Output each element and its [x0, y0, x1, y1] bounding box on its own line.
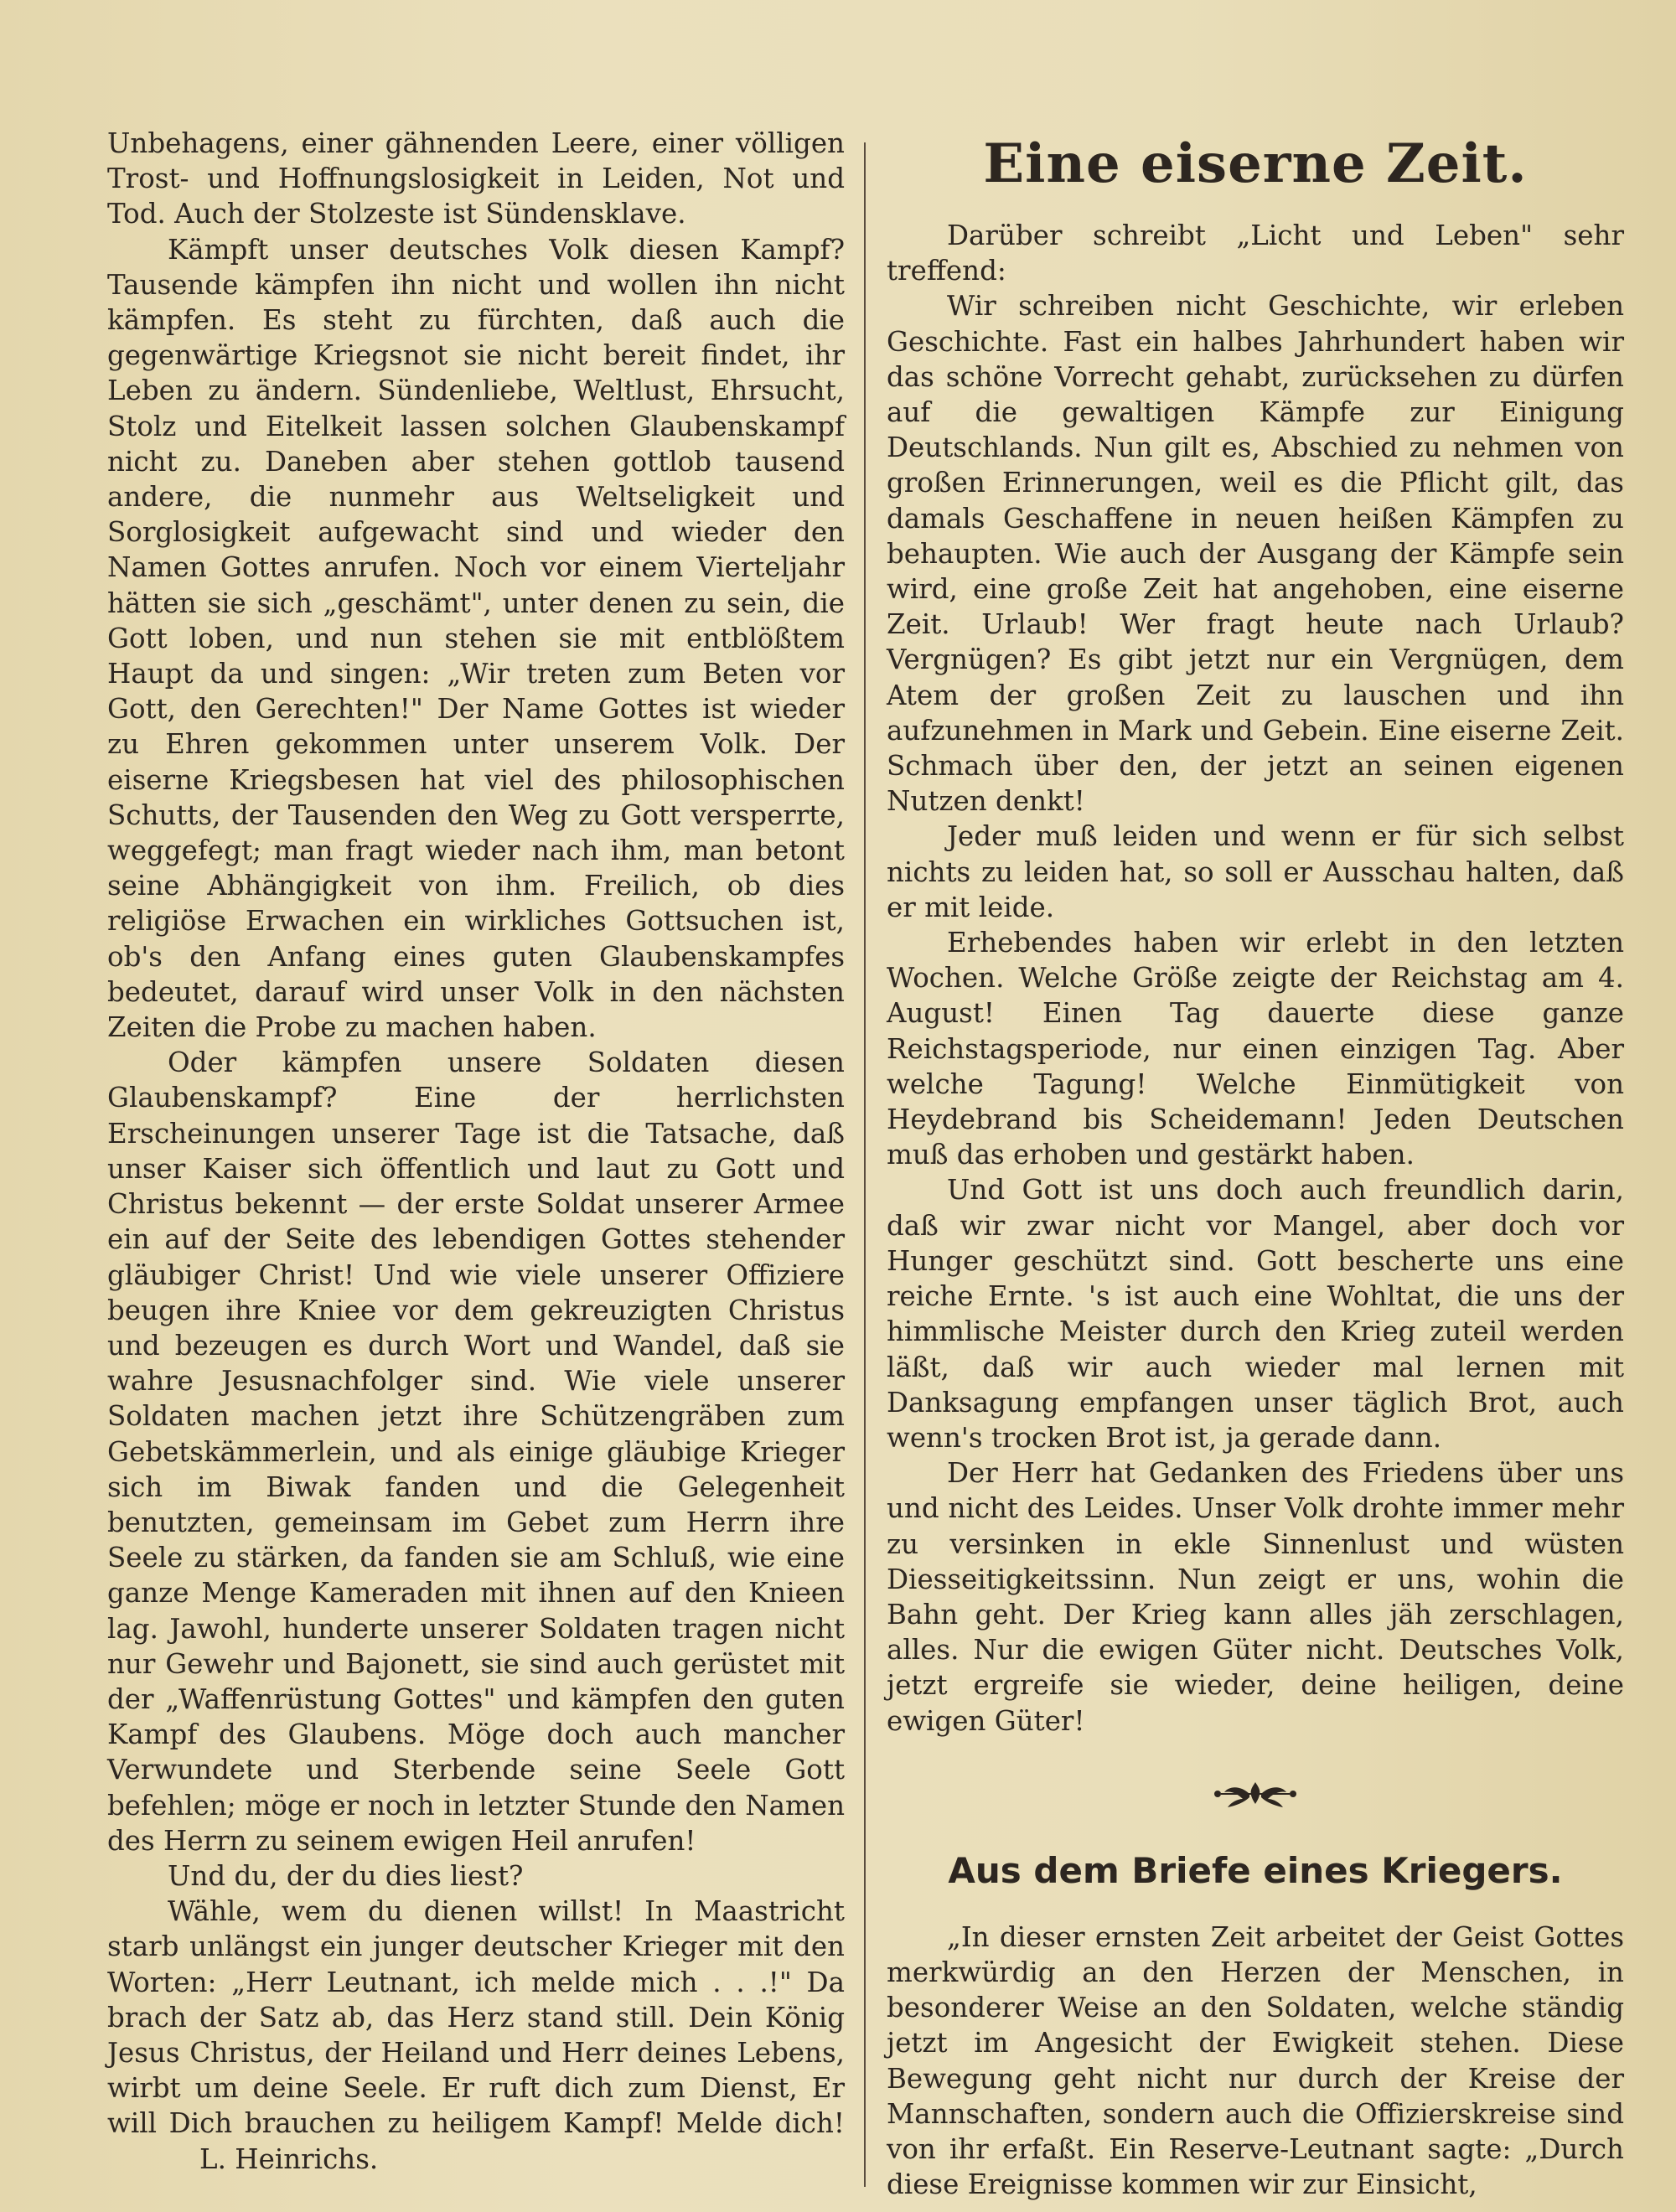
ornament-fleuron-icon	[887, 1764, 1624, 1822]
article-intro: Darüber schreibt „Licht und Leben" sehr treffend:	[887, 220, 1624, 287]
right-paragraph-2: Jeder muß leiden und wenn er für sich selbst nichts zu leiden hat, so soll er Ausschau halten, daß er mit leide.	[887, 820, 1624, 923]
left-paragraph-2: Kämpft unser deutsches Volk diesen Kampf? Tausende kämpfen ihn nicht und wollen ihn nicht kämpfen. Es steht zu fürchten, daß auch die gegenwärtige Kriegsnot sie nicht bereit findet, ihr Leben zu ändern. Sündenliebe, Weltlust, Ehrsucht, Stolz und Eitelkeit lassen solchen Glaubenskampf nicht zu. Daneben aber stehen gottlob tausend andere, die nunmehr aus Weltseligkeit und Sorglosigkeit aufgewacht sind und wieder den Namen Gottes anrufen. Noch vor einem Vierteljahr hätten sie sich „geschämt", unter denen zu sein, die Gott loben, und nun stehen sie mit entblößtem Haupt da und singen: „Wir treten zum Beten vor Gott, den Gerechten!" Der Name Gottes ist wieder zu Ehren gekommen unter unserem Volk. Der eiserne Kriegsbesen hat viel des philosophischen Schutts, der Tausenden den Weg zu Gott versperrte, weggefegt; man fragt wieder nach ihm, man betont seine Abhängigkeit von ihm. Freilich, ob dies religiöse Erwachen ein wirkliches Gottsuchen ist, ob's den Anfang eines guten Glaubenskampfes bedeutet, darauf wird unser Volk in den nächsten Zeiten die Probe zu machen haben.	[107, 233, 845, 1044]
left-paragraph-5	[107, 1894, 845, 2177]
author-signature: L. Heinrichs.	[199, 2142, 379, 2175]
right-column	[887, 126, 1624, 2202]
right-paragraph-1: Wir schreiben nicht Geschichte, wir erleben Geschichte. Fast ein halbes Jahrhundert haben wir das schöne Vorrecht gehabt, zurücksehen zu dürfen auf die gewaltigen Kämpfe zur Einigung Deutschlands. Nun gilt es, Abschied zu nehmen von großen Erinnerungen, weil es die Pflicht gilt, das damals Geschaffene in neuen heißen Kämpfen zu behaupten. Wie auch der Ausgang der Kämpfe sein wird, eine große Zeit hat angehoben, eine eiserne Zeit. Urlaub! Wer fragt heute nach Urlaub? Vergnügen? Es gibt jetzt nur ein Vergnügen, dem Atem der großen Zeit zu lauschen und ihn aufzunehmen in Mark und Gebein. Eine eiserne Zeit. Schmach über den, der jetzt an seinen eigenen Nutzen denkt!	[887, 290, 1624, 818]
right-paragraph-6: „In dieser ernsten Zeit arbeitet der Geist Gottes merkwürdig an den Herzen der Menschen, in besonderer Weise an den Soldaten, welche ständig jetzt im Angesicht der Ewigkeit stehen. Diese Bewegung geht nicht nur durch der Kreise der Mannschaften, sondern auch die Offizierskreise sind von ihr erfaßt. Ein Reserve-Leutnant sagte: „Durch diese Ereignisse kommen wir zur Einsicht,	[887, 1920, 1624, 2201]
right-paragraph-4: Und Gott ist uns doch auch freundlich darin, daß wir zwar nicht vor Mangel, aber doch vor Hunger geschützt sind. Gott bescherte uns eine reiche Ernte. 's ist auch eine Wohltat, die uns der himmlische Meister durch den Krieg zuteil werden läßt, daß wir auch wieder mal lernen mit Danksagung empfangen unser täglich Brot, auch wenn's trocken Brot ist, ja gerade dann.	[887, 1174, 1624, 1454]
article-subtitle: Aus dem Briefe eines Kriegers.	[948, 1849, 1563, 1891]
column-divider	[864, 142, 866, 2187]
article-title: Eine eiserne Zeit.	[983, 132, 1528, 195]
left-paragraph-1: Unbehagens, einer gähnenden Leere, einer völligen Trost- und Hoffnungslosigkeit in Leiden, Not und Tod. Auch der Stolzeste ist Sündensklave.	[107, 127, 845, 230]
left-paragraph-3: Oder kämpfen unsere Soldaten diesen Glaubenskampf? Eine der herrlichsten Erscheinungen unserer Tage ist die Tatsache, daß unser Kaiser sich öffentlich und laut zu Gott und Christus bekennt — der erste Soldat unserer Armee ein auf der Seite des lebendigen Gottes stehender gläubiger Christ! Und wie viele unserer Offiziere beugen ihre Kniee vor dem gekreuzigten Christus und bezeugen es durch Wort und Wandel, daß sie wahre Jesusnachfolger sind. Wie viele unserer Soldaten machen jetzt ihre Schützengräben zum Gebetskämmerlein, und als einige gläubige Krieger sich im Biwak fanden und die Gelegenheit benutzten, gemeinsam im Gebet zum Herrn ihre Seele zu stärken, da fanden sie am Schluß, wie eine ganze Menge Kameraden mit ihnen auf den Knieen lag. Jawohl, hunderte unserer Soldaten tragen nicht nur Gewehr und Bajonett, sie sind auch gerüstet mit der „Waffenrüstung Gottes" und kämpfen den guten Kampf des Glaubens. Möge doch auch mancher Verwundete und Sterbende seine Seele Gott befehlen; möge er noch in letzter Stunde den Namen des Herrn zu seinem ewigen Heil anrufen!	[107, 1047, 845, 1857]
left-paragraph-4: Und du, der du dies liest?	[168, 1859, 524, 1892]
right-paragraph-3: Erhebendes haben wir erlebt in den letzten Wochen. Welche Größe zeigte der Reichstag am 4. August! Einen Tag dauerte diese ganze Reichstagsperiode, nur einen einzigen Tag. Aber welche Tagung! Welche Einmütigkeit von Heydebrand bis Scheidemann! Jeden Deutschen muß das erhoben und gestärkt haben.	[887, 927, 1624, 1171]
right-paragraph-5: Der Herr hat Gedanken des Friedens über uns und nicht des Leides. Unser Volk drohte immer mehr zu versinken in ekle Sinnenlust und wüsten Diesseitigkeitssinn. Nun zeigt er uns, wohin die Bahn geht. Der Krieg kann alles jäh zerschlagen, alles. Nur die ewigen Güter nicht. Deutsches Volk, jetzt ergreife sie wieder, deine heiligen, deine ewigen Güter!	[887, 1457, 1624, 1737]
left-paragraph-5-text: Wähle, wem du dienen willst! In Maastricht starb unlängst ein junger deutscher Krieger mit den Worten: „Herr Leutnant, ich melde mich . . .!" Da brach der Satz ab, das Herz stand still. Dein König Jesus Christus, der Heiland und Herr deines Lebens, wirbt um deine Seele. Er ruft dich zum Dienst, Er will Dich brauchen zu heiligem Kampf! Melde dich!	[107, 1895, 845, 2140]
left-column	[107, 126, 845, 2177]
